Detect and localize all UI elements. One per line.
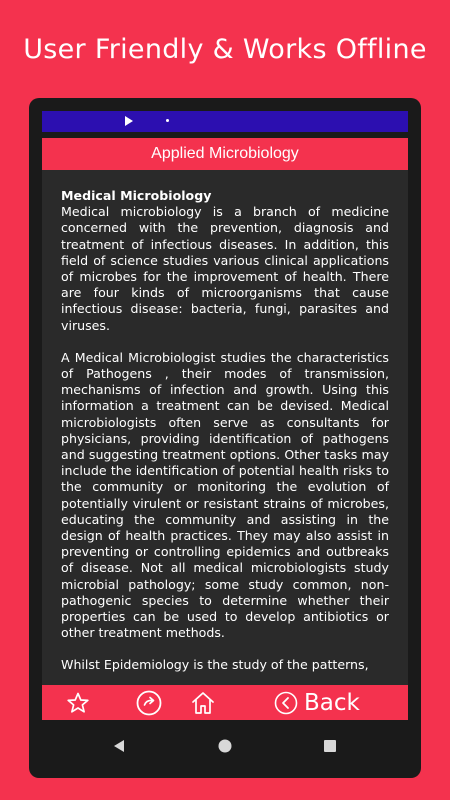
circle-home-icon	[217, 738, 233, 754]
back-button[interactable]	[274, 685, 360, 720]
square-recents-icon	[322, 738, 338, 754]
share-icon	[136, 690, 162, 716]
nav-home-button[interactable]	[217, 738, 233, 759]
device-frame	[29, 98, 421, 778]
promo-headline: User Friendly & Works Offline	[23, 34, 427, 65]
star-outline-icon	[66, 691, 90, 715]
back-button-label: Back	[304, 689, 360, 716]
play-store-icon	[124, 115, 134, 127]
nav-recents-button[interactable]	[322, 738, 338, 759]
article-paragraph: Whilst Epidemiology is the study of the patterns,	[61, 657, 369, 673]
article-heading: Medical Microbiology	[61, 188, 212, 203]
system-navigation-bar	[29, 720, 421, 778]
article-paragraph: Medical microbiology is a branch of medicine concerned with the prevention, diagnosis and treatment of infectious diseases. In addition, this field of science studies various clinical applications of microbes for the improvement of health. There are four kinds of microorganisms that cause infectious disease: bacteria, fungi, parasites and viruses.	[61, 204, 389, 333]
home-button[interactable]	[190, 685, 216, 720]
app-title: Applied Microbiology	[42, 138, 408, 170]
home-icon	[190, 690, 216, 716]
nav-back-button[interactable]	[111, 738, 127, 759]
favorite-button[interactable]	[66, 685, 90, 720]
article-paragraph: A Medical Microbiologist studies the characteristics of Pathogens , their modes of transmission, mechanisms of infection and growth. Using this information a treatment can be devised. Medical microbiologists often serve as consultants for physicians, providing identification of pathogens and suggesting treatment options. Other tasks may include the identification of potential health risks to the community or monitoring the evolution of potentially virulent or resistant strains of microbes, educating the community and assisting in the design of health practices. They may also assist in preventing or controlling epidemics and outbreaks of disease. Not all medical microbiologists study microbial pathology; some study common, non-pathogenic species to determine whether their properties can be used to develop antibiotics or other treatment methods.	[61, 349, 389, 641]
status-bar	[42, 111, 408, 132]
bottom-action-bar	[42, 685, 408, 720]
share-button[interactable]	[136, 685, 162, 720]
triangle-back-icon	[111, 738, 127, 754]
chevron-left-circle-icon	[274, 691, 298, 715]
notification-dot-icon	[166, 119, 169, 122]
article-scroll-area[interactable]	[42, 170, 408, 685]
